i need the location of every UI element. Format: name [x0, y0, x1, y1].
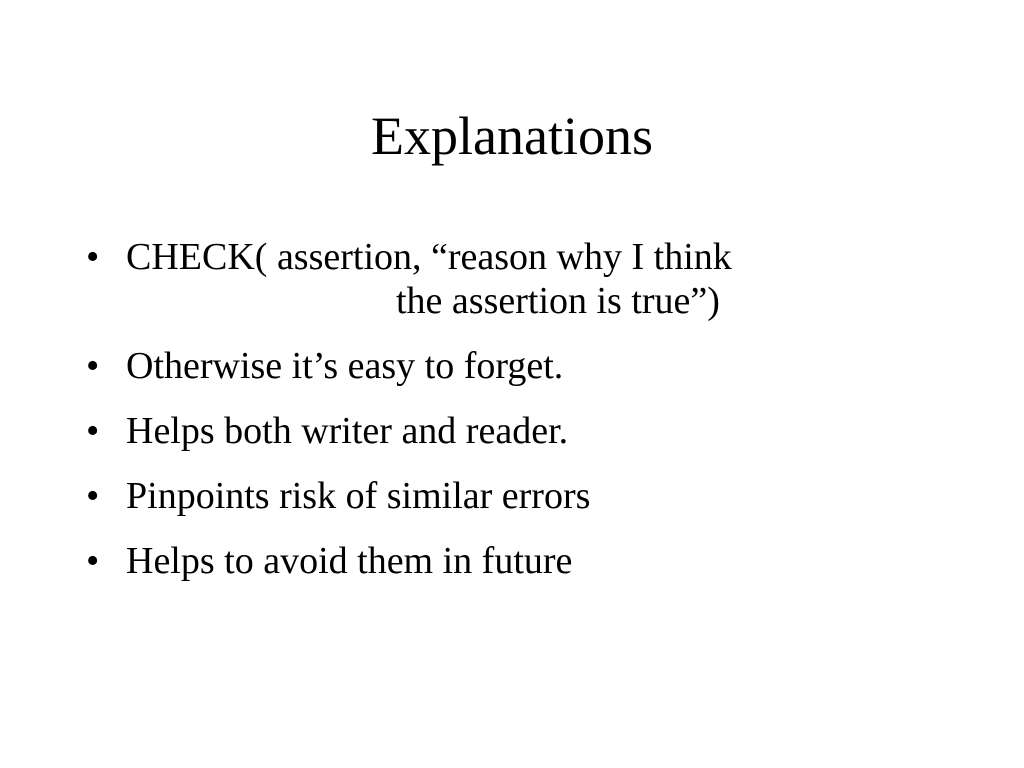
bullet-text: Pinpoints risk of similar errors [126, 475, 591, 517]
bullet-icon: • [86, 410, 100, 452]
bullet-item [86, 471, 966, 521]
bullet-text: Helps to avoid them in future [126, 540, 573, 582]
bullet-item [86, 406, 966, 456]
bullet-text: Helps both writer and reader. [126, 410, 569, 452]
slide-title: Explanations [371, 106, 653, 166]
bullet-text: Otherwise it’s easy to forget. [126, 345, 564, 387]
bullet-list [86, 232, 966, 601]
bullet-item [86, 341, 966, 391]
bullet-text-continuation: the assertion is true”) [396, 280, 720, 322]
bullet-icon: • [86, 345, 100, 387]
bullet-item [86, 536, 966, 586]
bullet-item [86, 232, 966, 326]
bullet-icon: • [86, 475, 100, 517]
bullet-text: CHECK( assertion, “reason why I think [126, 236, 732, 278]
bullet-icon: • [86, 540, 100, 582]
bullet-icon: • [86, 236, 100, 278]
